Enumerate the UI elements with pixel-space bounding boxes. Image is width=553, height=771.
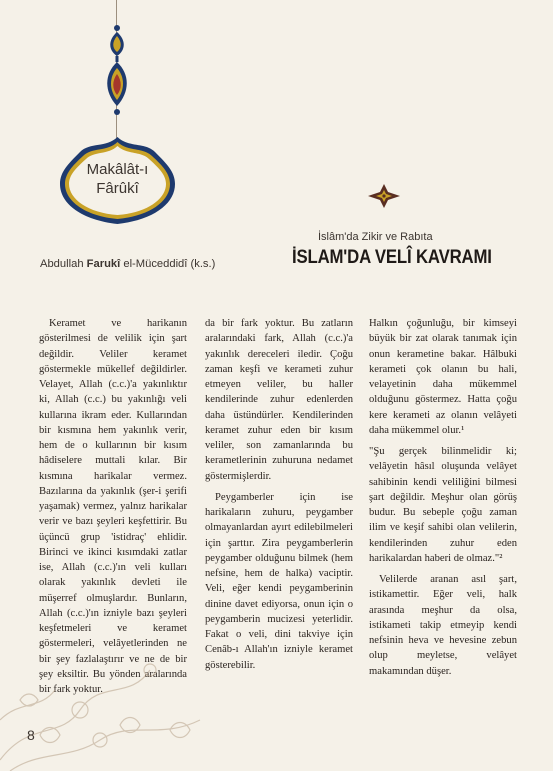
page-number: 8 [27,727,35,743]
medallion-title [57,160,178,198]
medallion-title-line2: Fârûkî [96,180,139,197]
paragraph: Velilerde aranan asıl şart, istikamettir. Eğer veli, halk arasında meşhur da olsa, istikameti takip etmeyip kendi nefsinin heva ve hevesine zebun olup meyletse, velâyet makamından düşer. [369,574,517,677]
paragraph: da bir fark yoktur. Bu zatların aralarındaki fark, Allah (c.c.)'a yakınlık dereceleri iledir. Çoğu zaman keşfi ve kerameti zuhur etmeyen veliler, bu haller kendilerinde zuhur edenlerden daha üstündürler. Kendilerinden keramet zuhur eden bir kısım veliler, son zamanlarında bu kerametlerinin zuhuruna nedamet göstermişlerdir. [205,318,353,482]
author-suffix: el-Müceddidî (k.s.) [120,258,216,270]
text-column-3 [369,316,517,685]
medallion-title-line1: Makâlât-ı [86,161,149,178]
article-kicker: İslâm'da Zikir ve Rabıta [318,231,433,243]
author-name-bold: Farukî [86,258,121,270]
hanging-ornament-icon [100,20,134,120]
quote-paragraph: "Şu gerçek bilinmelidir ki; velâyetin hâsıl oluşunda velâyet sahibinin kendi veliliğini bilmesi şart değildir. Meşhur olan görüş budur. Bu sebeple çoğu zaman ilim ve keşif sahibi olan velilerin, kendilerinden zuhur eden harikalardan haberi de olmaz."² [369,446,517,564]
paragraph: Keramet ve harikanın gösterilmesi de velilik için şart değildir. Veliler keramet göstermekle mükellef değildirler. Velayet, Allah (c.c.)'a yakınlıktır ki, Allah (c.c.) bu yakınlığı veli kullarına ikram eder. Kullarından bir kısmına hem yakınlık verir, hem de o kullarının bir kısım hâdiselere muttali kılar. Bir kısmına harikalar vermez. Bazılarına da yakınlık (şer-i şerifi yaşamak) vermez, yalnız harikalar verir ve bazı şeyleri keşfettirir. Bu üçüncü grup 'istidraç' ehlidir. Birinci ve ikinci kısımdaki zatlar ise, Allah (c.c.)'ın veli kulları olarak yakınlık devleti ile müşerref olmuşlardır. Bunların, Allah (c.c.)'ın izniyle bazı şeyleri keşfetmeleri ve keramet göstermeleri, velâyetlerinden ne bir şey fazlalaştırır ve ne de bir şey eksiltir. Bu yönden aralarında bir fark yoktur. [39,318,187,695]
author-prefix: Abdullah [40,258,87,270]
text-column-2 [205,316,353,679]
paragraph: Halkın çoğunluğu, bir kimseyi büyük bir zat olarak tanımak için onun kerametine bakar. Hâlbuki kerameti çok olanın bu hali, velayetinin daha mükemmel olduğunu göstermez. Hatta çoğu kere kerameti az olanın velâyeti daha mükemmel olur.¹ [369,318,517,436]
floral-pattern-icon [0,600,210,771]
article-title: İSLAM'DA VELÎ KAVRAMI [292,246,492,268]
author-line [40,258,215,270]
paragraph: Peygamberler için ise harikaların zuhuru, peygamber olmayanlardan ayırt edilebilmeleri için şarttır. Zira peygamberlerin peygamber olduğunu bilmek (hem nefsine, hem de halka) vaciptir. Veli, eğer kendi peygamberinin dinine davet ediyorsa, onun için o peygamberin mucizesi yeterlidir. Fakat o veli, dini takviye için Cenâb-ı Allah'ın izniyle keramet gösterebilir. [205,491,353,671]
decorative-ornament-icon [366,182,402,210]
